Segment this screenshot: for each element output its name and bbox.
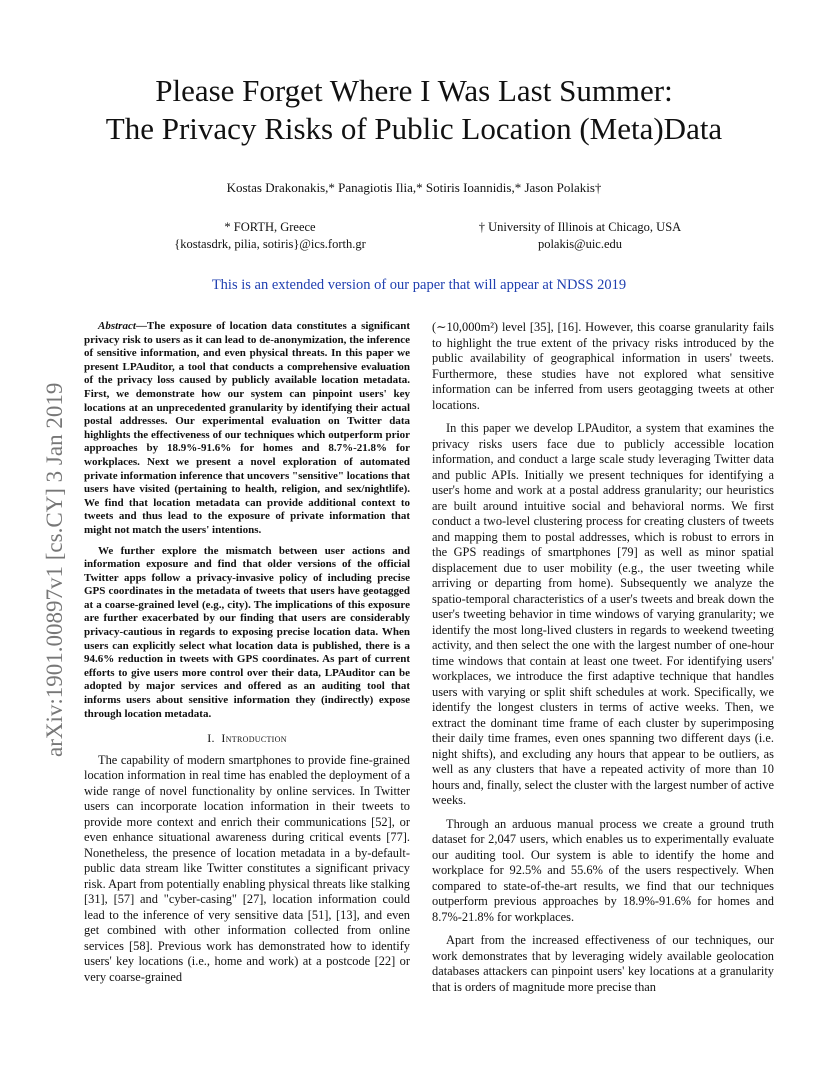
affiliation-uic-email: polakis@uic.edu [537,237,623,251]
affiliation-forth-name: * FORTH, Greece [224,220,316,234]
right-column [432,320,774,1003]
affiliation-uic-name: † University of Illinois at Chicago, USA [478,220,682,234]
author-list: Kostas Drakonakis,* Panagiotis Ilia,* Sotiris Ioannidis,* Jason Polakis† [226,180,602,195]
affiliation-uic [440,219,720,253]
abstract [84,320,410,721]
left-column [84,320,410,993]
abstract-label: Abstract [98,320,136,332]
right-paragraph-3: Through an arduous manual process we create a ground truth dataset for 2,047 users, which enables us to experimentally evaluate our auditing tool. Our system is able to identify the home and workplace for 92.5% and 55.6% of the users respectively. When compared to state-of-the-art results, we find that our techniques outperform previous approaches by 18.9%-91.6% for homes and 8.7%-21.8% for workplaces. [432,816,774,924]
title-line-2: The Privacy Risks of Public Location (Meta)Data [105,111,723,146]
section-title: Introduction [221,731,287,746]
right-paragraph-4: Apart from the increased effectiveness of our techniques, our work demonstrates that by leveraging widely available geolocation databases attackers can pinpoint users' key locations at a granularity that is orders of magnitude more precise than [432,933,774,994]
title-line-1: Please Forget Where I Was Last Summer: [155,73,673,108]
right-paragraph-2: In this paper we develop LPAuditor, a system that examines the privacy risks users face due to publicly accessible location information, and conduct a large scale study leveraging Twitter data and public APIs. Initially we present techniques for identifying a user's home and work at a postal address granularity; our heuristics are built around intuitive social and behavioral norms. We first conduct a two-level clustering process for creating clusters of tweets and mapping them to postal addresses, which is robust to errors in the GPS readings of smartphones [79] as well as minor spatial displacement due to user mobility (e.g., the user tweeting while arriving or departing from home). Subsequently we analyze the spatio-temporal characteristics of a user's tweets and break down the user's tweeting behavior in time windows of varying granularity; we identify the most long-lived clusters in regards to weekend tweeting activity, and then select the one with the largest number of one-hour time windows that contain at least one tweet. For identifying users' workplaces, we introduce the first adaptive technique that handles users with varying or split shift schedules at work. Specifically, we identify the longest clusters in terms of active weeks. Then, we extract the dominant time frame of each cluster by superimposing their daily time frames, even ones spanning two different days (i.e. night shifts), and excluding any hours that appear to be outliers, as well as any clusters that have a repeated activity of more than 10 hours and, finally, select the cluster with the largest number of active weeks. [432,421,774,807]
abstract-text-1: —The exposure of location data constitutes a significant privacy risk to users as it can lead to de-anonymization, the inference of sensitive information, and even physical threats. In this paper we present LPAuditor, a tool that conducts a comprehensive evaluation of the privacy loss caused by publicly available location metadata. First, we demonstrate how our system can pinpoint users' key locations at an unprecedented granularity by identifying their actual postal addresses. Our experimental evaluation on Twitter data highlights the effectiveness of our techniques which outperform prior approaches by 18.9%-91.6% for homes and 8.7%-21.8% for workplaces. Next we present a novel exploration of automated private information inference that uncovers "sensitive" locations that users have visited (pertaining to health, religion, and sex/nightlife). We find that location metadata can provide additional context to tweets and thus lead to the exposure of private information that might not match the users' intentions. [84,320,410,536]
extended-version-link[interactable]: This is an extended version of our paper that will appear at NDSS 2019 [211,277,627,293]
affiliation-forth [150,219,390,253]
affiliation-forth-emails: {kostasdrk, pilia, sotiris}@ics.forth.gr [174,237,366,251]
section-number: I. [207,731,215,746]
arxiv-identifier: arXiv:1901.00897v1 [cs.CY] 3 Jan 2019 [42,382,67,757]
abstract-paragraph-2: We further explore the mismatch between user actions and information exposure and find that older versions of the official Twitter apps follow a privacy-invasive policy of including precise GPS coordinates in the metadata of tweets that users have geotagged at a coarse-grained level (e.g., city). The implications of this exposure are further exacerbated by our finding that users are considerably privacy-cautious in regards to exposing precise location data. When users can explicitly select what location data is published, there is a 94.6% reduction in tweets with GPS coordinates. As part of current efforts to give users more control over their data, LPAuditor can be adopted by major services and offered as an auditing tool that informs users about sensitive information they (indirectly) expose through location metadata. [84,544,410,720]
abstract-paragraph-1 [84,320,410,538]
section-heading-introduction [84,731,410,746]
intro-paragraph-1: The capability of modern smartphones to provide fine-grained location information in real time has enabled the deployment of a wide range of novel functionality by online services. In Twitter users can incorporate location information in their tweets to provide more context and enrich their communications [52], or even enhance situational awareness during critical events [77]. Nonetheless, the presence of location metadata in a by-default-public data stream like Twitter constitutes a significant privacy risk. Apart from potentially enabling physical threats like stalking [31], [57] and "cyber-casing" [27], location information could lead to the inference of very sensitive data [51], [13], and even get combined with other information collected from online services [58]. Previous work has demonstrated how to identify users' key locations (i.e., home and work) at a postcode [22] or very coarse-grained [84,752,410,984]
paper-title [0,72,828,148]
right-paragraph-1: (∼10,000m²) level [35], [16]. However, this coarse granularity fails to highlight the true extent of the privacy risks introduced by the public availability of geographical information in users' tweets. Furthermore, these studies have not explored what sensitive information can be inferred from users geotagging tweets at other locations. [432,320,774,412]
